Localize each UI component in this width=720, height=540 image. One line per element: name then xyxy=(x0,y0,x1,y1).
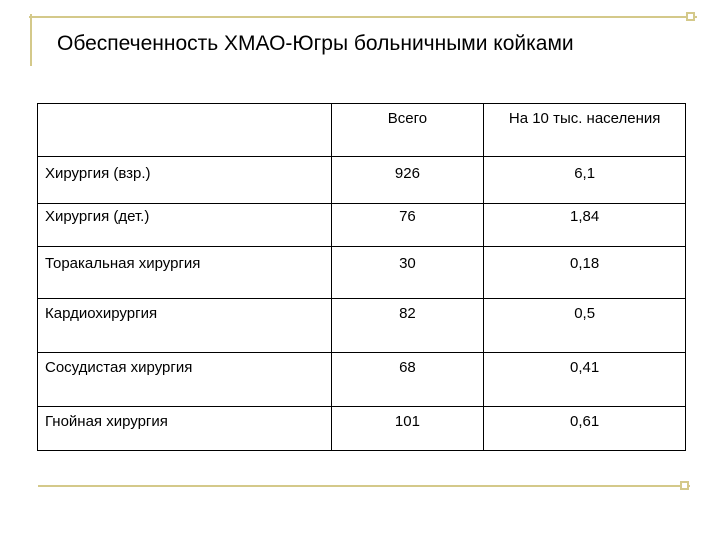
table-row xyxy=(38,204,686,247)
row-label: Торакальная хирургия xyxy=(38,247,332,299)
row-label: Гнойная хирургия xyxy=(38,407,332,451)
header-cell-per10k: На 10 тыс. населения xyxy=(484,104,686,157)
header-cell-total: Всего xyxy=(331,104,484,157)
row-per10k: 0,18 xyxy=(484,247,686,299)
slide-title: Обеспеченность ХМАО-Югры больничными койками xyxy=(57,32,574,55)
left-accent-line xyxy=(30,14,32,66)
row-total: 76 xyxy=(331,204,484,247)
top-corner-square xyxy=(686,12,695,21)
row-per10k: 6,1 xyxy=(484,157,686,204)
top-divider-line xyxy=(29,16,697,18)
table-row xyxy=(38,407,686,451)
row-per10k: 0,61 xyxy=(484,407,686,451)
table-row xyxy=(38,247,686,299)
hospital-beds-table xyxy=(37,103,686,451)
row-label: Сосудистая хирургия xyxy=(38,353,332,407)
row-total: 68 xyxy=(331,353,484,407)
row-label: Кардиохирургия xyxy=(38,299,332,353)
row-label: Хирургия (дет.) xyxy=(38,204,332,247)
row-per10k: 0,41 xyxy=(484,353,686,407)
table-row xyxy=(38,157,686,204)
table-row xyxy=(38,299,686,353)
row-per10k: 0,5 xyxy=(484,299,686,353)
row-total: 101 xyxy=(331,407,484,451)
row-per10k: 1,84 xyxy=(484,204,686,247)
table-row xyxy=(38,353,686,407)
bottom-divider-line xyxy=(38,485,690,487)
bottom-corner-square xyxy=(680,481,689,490)
header-cell-empty xyxy=(38,104,332,157)
row-label: Хирургия (взр.) xyxy=(38,157,332,204)
row-total: 30 xyxy=(331,247,484,299)
table-header-row xyxy=(38,104,686,157)
row-total: 926 xyxy=(331,157,484,204)
row-total: 82 xyxy=(331,299,484,353)
